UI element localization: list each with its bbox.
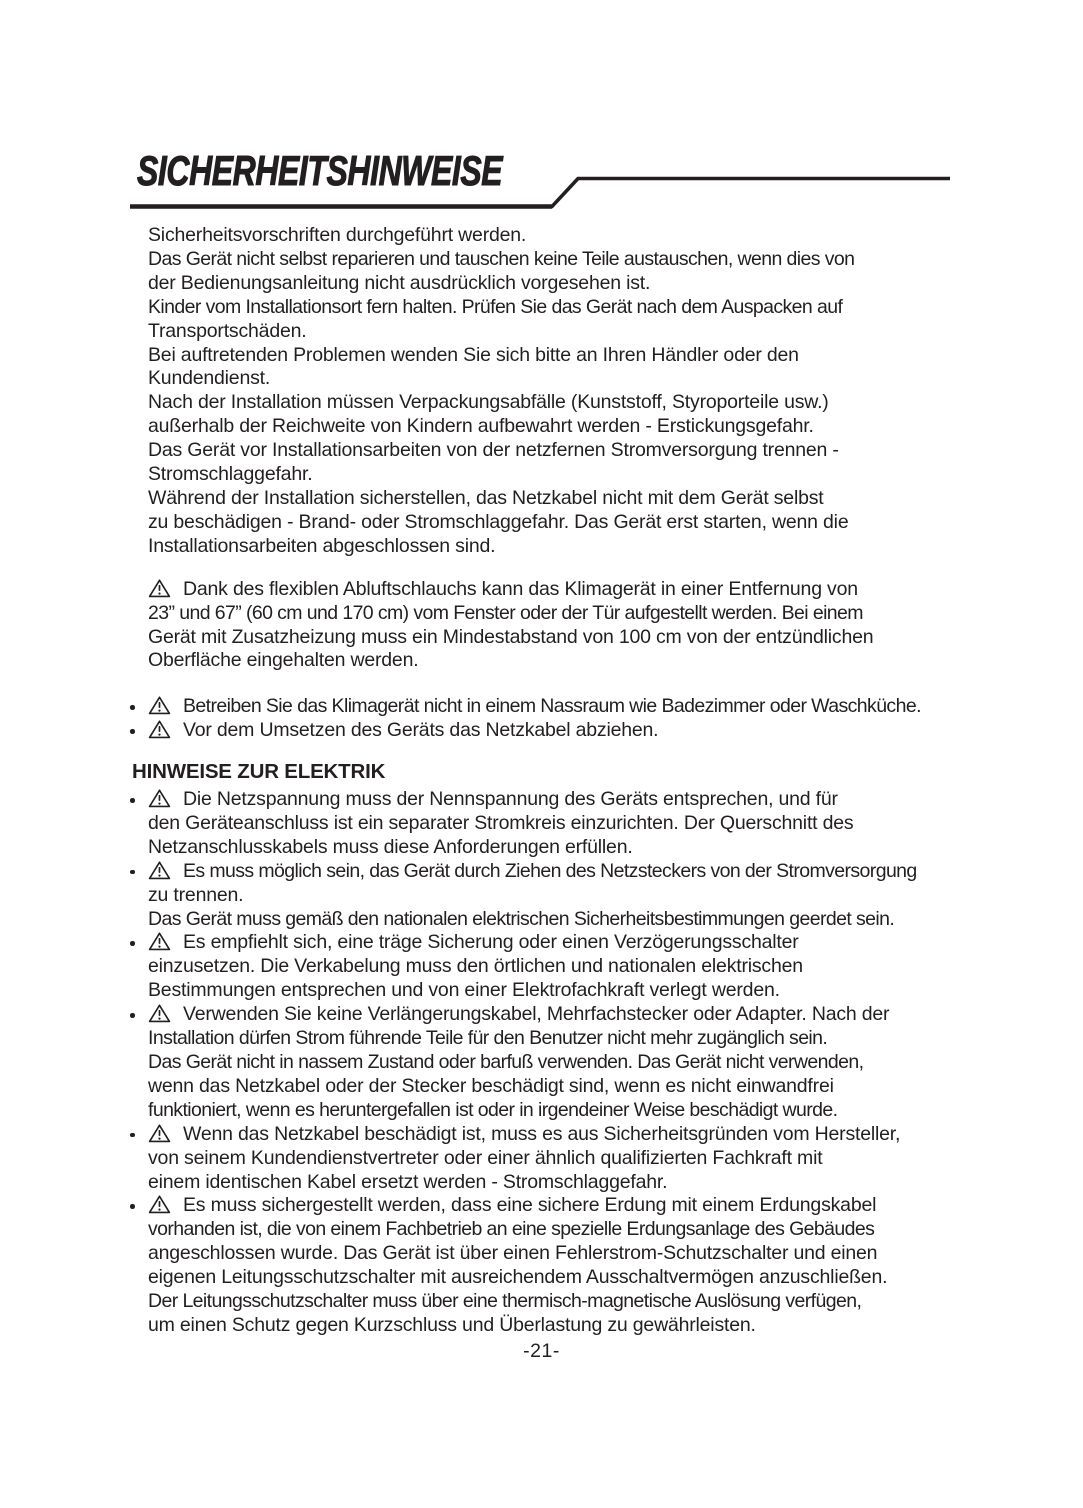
item-text: Betreiben Sie das Klimagerät nicht in einem Nassraum wie Badezimmer oder Waschküche. bbox=[183, 695, 921, 718]
text-line: zu beschädigen - Brand- oder Stromschlaggefahr. Das Gerät erst starten, wenn die bbox=[148, 510, 849, 533]
text-line: Bestimmungen entsprechen und von einer Elektrofachkraft verlegt werden. bbox=[148, 979, 780, 1002]
text-line: Während der Installation sicherstellen, das Netzkabel nicht mit dem Gerät selbst bbox=[148, 486, 824, 509]
item-text: Dank des flexiblen Abluftschlauchs kann das Klimagerät in einer Entfernung von bbox=[183, 577, 858, 600]
text-line: von seinem Kundendienstvertreter oder einer ähnlich qualifizierten Fachkraft mit bbox=[148, 1146, 823, 1169]
intro-paragraphs bbox=[148, 224, 1008, 559]
text-line: vorhanden ist, die von einem Fachbetrieb an eine spezielle Erdungsanlage des Gebäudes bbox=[148, 1218, 875, 1241]
text-line: eigenen Leitungsschutzschalter mit ausreichendem Ausschaltvermögen anzuschließen. bbox=[148, 1266, 888, 1289]
text-line: Bei auftretenden Problemen wenden Sie sich bitte an Ihren Händler oder den bbox=[148, 343, 799, 366]
text-line: Installation dürfen Strom führende Teile für den Benutzer nicht mehr zugänglich sein. bbox=[148, 1027, 828, 1050]
text-line: außerhalb der Reichweite von Kindern aufbewahrt werden - Erstickungsgefahr. bbox=[148, 415, 814, 438]
hose-distance-note bbox=[148, 578, 1008, 674]
bullet-dot bbox=[130, 705, 135, 710]
electric-warning-list bbox=[148, 788, 1008, 1338]
text-line: Das Gerät vor Installationsarbeiten von der netzfernen Stromversorgung trennen - bbox=[148, 439, 839, 462]
bullet-dot bbox=[130, 1013, 135, 1018]
warning-list-item bbox=[148, 860, 1008, 908]
item-text: Es muss sichergestellt werden, dass eine sichere Erdung mit einem Erdungskabel bbox=[183, 1194, 877, 1217]
text-line bbox=[148, 1123, 1008, 1147]
text-line: Das Gerät nicht in nassem Zustand oder barfuß verwenden. Das Gerät nicht verwenden, bbox=[148, 1051, 864, 1073]
bullet-dot bbox=[130, 870, 135, 875]
bullet-dot bbox=[130, 1204, 135, 1209]
warning-list-item bbox=[148, 931, 1008, 1003]
text-line: Der Leitungsschutzschalter muss über eine thermisch-magnetische Auslösung verfügen, bbox=[148, 1290, 862, 1313]
warning-triangle-icon bbox=[148, 695, 171, 719]
warning-list-item bbox=[148, 1123, 1008, 1195]
item-text: Es muss möglich sein, das Gerät durch Ziehen des Netzsteckers von der Stromversorgung bbox=[183, 859, 917, 882]
bullet-dot bbox=[130, 1133, 135, 1138]
warning-triangle-icon bbox=[148, 931, 171, 955]
text-line bbox=[148, 931, 1008, 955]
note-paragraph bbox=[148, 908, 1008, 932]
text-line: angeschlossen wurde. Das Gerät ist über einen Fehlerstrom-Schutzschalter und einen bbox=[148, 1242, 878, 1265]
page-number: -21- bbox=[523, 1340, 560, 1362]
warning-triangle-icon bbox=[148, 1003, 171, 1027]
text-line bbox=[148, 1194, 1008, 1218]
warning-list-item bbox=[148, 1194, 1008, 1337]
warning-triangle-icon bbox=[148, 719, 171, 743]
warning-triangle-icon bbox=[148, 1123, 171, 1147]
text-line: funktioniert, wenn es heruntergefallen ist oder in irgendeiner Weise beschädigt wurde. bbox=[148, 1098, 838, 1121]
page-content bbox=[132, 224, 1008, 1338]
electric-section-heading: HINWEISE ZUR ELEKTRIK bbox=[132, 760, 386, 784]
warning-list-item bbox=[148, 719, 1008, 743]
bullet-dot bbox=[130, 729, 135, 734]
warning-triangle-icon bbox=[148, 788, 171, 812]
general-warning-list bbox=[148, 695, 1008, 743]
text-line: einem identischen Kabel ersetzt werden - Stromschlaggefahr. bbox=[148, 1170, 668, 1193]
item-text: Es empfiehlt sich, eine träge Sicherung oder einen Verzögerungsschalter bbox=[183, 931, 799, 954]
text-line: Gerät mit Zusatzheizung muss ein Mindestabstand von 100 cm von der entzündlichen bbox=[148, 625, 874, 648]
text-line: Sicherheitsvorschriften durchgeführt werden. bbox=[148, 224, 527, 246]
warning-list-item bbox=[148, 788, 1008, 860]
text-line bbox=[148, 860, 1008, 884]
warning-list-item bbox=[148, 1003, 1008, 1123]
text-line bbox=[148, 1003, 1008, 1027]
warning-triangle-icon bbox=[148, 578, 171, 602]
text-line: zu trennen. bbox=[148, 883, 244, 906]
item-text: Die Netzspannung muss der Nennspannung des Geräts entsprechen, und für bbox=[183, 788, 838, 811]
text-line: Netzanschlusskabels muss diese Anforderungen erfüllen. bbox=[148, 835, 633, 858]
text-line: Oberfläche eingehalten werden. bbox=[148, 649, 419, 672]
page-title-text: SICHERHEITSHINWEISE bbox=[137, 147, 503, 194]
text-line: Installationsarbeiten abgeschlossen sind. bbox=[148, 534, 496, 557]
text-line: Transportschäden. bbox=[148, 319, 307, 342]
note-paragraph bbox=[148, 578, 1008, 674]
text-line: Nach der Installation müssen Verpackungsabfälle (Kunststoff, Styroporteile usw.) bbox=[148, 391, 829, 414]
bullet-dot bbox=[130, 941, 135, 946]
text-line: Kundendienst. bbox=[148, 367, 271, 390]
text-line bbox=[148, 695, 1008, 719]
text-line bbox=[148, 788, 1008, 812]
text-line: 23” und 67” (60 cm und 170 cm) vom Fenster oder der Tür aufgestellt werden. Bei einem bbox=[148, 601, 863, 624]
text-line: Kinder vom Installationsort fern halten. Prüfen Sie das Gerät nach dem Auspacken auf bbox=[148, 295, 843, 318]
warning-list-item bbox=[148, 695, 1008, 719]
text-line bbox=[148, 578, 1008, 602]
item-text: Das Gerät muss gemäß den nationalen elektrischen Sicherheitsbestimmungen geerdet sein. bbox=[148, 907, 895, 930]
text-line: einzusetzen. Die Verkabelung muss den örtlichen und nationalen elektrischen bbox=[148, 955, 803, 978]
warning-triangle-icon bbox=[148, 1194, 171, 1218]
bullet-dot bbox=[130, 798, 135, 803]
item-text: Verwenden Sie keine Verlängerungskabel, Mehrfachstecker oder Adapter. Nach der bbox=[183, 1003, 890, 1026]
item-text: Wenn das Netzkabel beschädigt ist, muss es aus Sicherheitsgründen vom Hersteller, bbox=[183, 1122, 901, 1145]
text-line: um einen Schutz gegen Kurzschluss und Überlastung zu gewährleisten. bbox=[148, 1313, 756, 1336]
text-line: wenn das Netzkabel oder der Stecker beschädigt sind, wenn es nicht einwandfrei bbox=[148, 1074, 834, 1097]
page-title bbox=[137, 147, 618, 195]
text-line: Das Gerät nicht selbst reparieren und tauschen keine Teile austauschen, wenn dies von bbox=[148, 247, 855, 270]
item-text: Vor dem Umsetzen des Geräts das Netzkabel abziehen. bbox=[183, 719, 659, 742]
text-line: den Geräteanschluss ist ein separater Stromkreis einzurichten. Der Querschnitt des bbox=[148, 811, 854, 834]
text-line bbox=[148, 719, 1008, 743]
text-line: der Bedienungsanleitung nicht ausdrücklich vorgesehen ist. bbox=[148, 271, 651, 294]
text-line: Stromschlaggefahr. bbox=[148, 463, 313, 486]
warning-triangle-icon bbox=[148, 860, 171, 884]
text-line bbox=[148, 908, 1008, 932]
